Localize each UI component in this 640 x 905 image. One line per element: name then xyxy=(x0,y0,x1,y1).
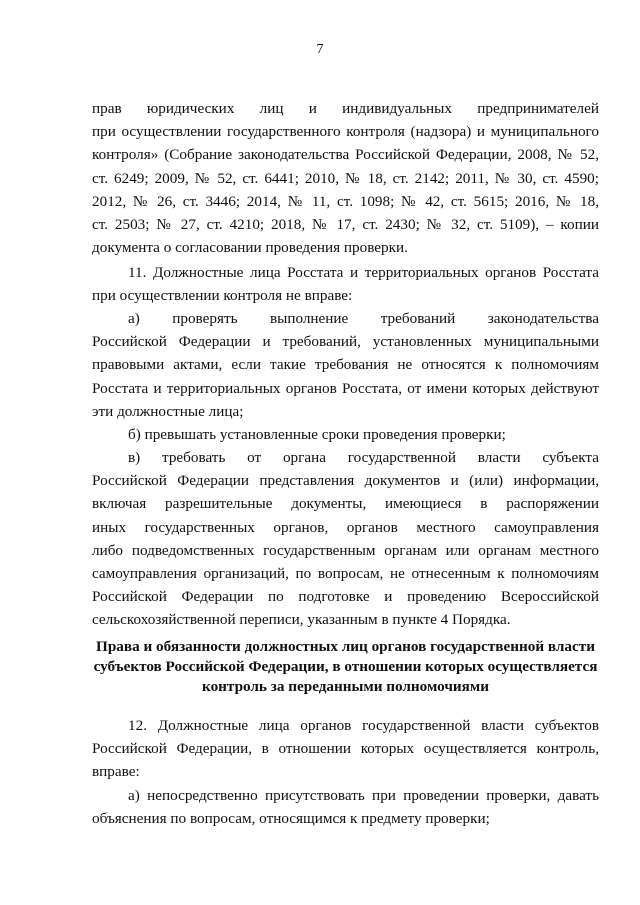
heading-line: контроль за переданными полномочиями xyxy=(202,678,489,695)
text-line: 11. Должностные лица Росстата и территориальных органов Росстата xyxy=(128,264,599,281)
text-line: прав юридических лиц и индивидуальных предпринимателей xyxy=(92,100,599,117)
text-line: эти должностные лица; xyxy=(92,402,244,420)
section-heading xyxy=(92,637,599,697)
text-line: Российской Федерации, в отношении которых осуществляется контроль, xyxy=(92,740,599,758)
paragraph-11c xyxy=(92,446,599,632)
text-line: ст. 2503; № 27, ст. 4210; 2018, № 17, ст. 2430; № 32, ст. 5109), – копии xyxy=(92,216,599,234)
text-line: Российской Федерации и требований, установленных муниципальными xyxy=(92,333,599,351)
text-line: объяснения по вопросам, относящимся к предмету проверки; xyxy=(92,810,490,828)
text-line: либо подведомственных государственным органам или органам местного xyxy=(92,541,599,559)
text-line: самоуправления организаций, по вопросам, не отнесенным к полномочиям xyxy=(92,565,599,583)
paragraph-12a xyxy=(92,784,599,830)
text-line: иных государственных органов, органов местного самоуправления xyxy=(92,518,599,536)
text-line: контроля» (Собрание законодательства Российской Федерации, 2008, № 52, xyxy=(92,146,599,164)
text-line: при осуществлении контроля не вправе: xyxy=(92,287,353,305)
page-number: 7 xyxy=(316,42,324,57)
paragraph-continuation xyxy=(92,97,599,259)
text-line: а) проверять выполнение требований законодательства xyxy=(128,310,599,327)
text-line: 12. Должностные лица органов государственной власти субъектов xyxy=(128,717,599,734)
heading-line: Права и обязанности должностных лиц органов государственной власти xyxy=(96,638,595,655)
paragraph-12 xyxy=(92,714,599,784)
text-line: ст. 6249; 2009, № 52, ст. 6441; 2010, № 18, ст. 2142; 2011, № 30, ст. 4590; xyxy=(92,169,599,187)
text-line: документа о согласовании проведения проверки. xyxy=(92,239,408,257)
text-line: при осуществлении государственного контроля (надзора) и муниципального xyxy=(92,123,599,141)
paragraph-11b xyxy=(92,423,599,446)
text-line: Российской Федерации представления документов и (или) информации, xyxy=(92,472,599,490)
text-line: 2012, № 26, ст. 3446; 2014, № 11, ст. 1098; № 42, ст. 5615; 2016, № 18, xyxy=(92,192,599,210)
text-line: правовыми актами, если такие требования не относятся к полномочиям xyxy=(92,356,599,374)
text-line: вправе: xyxy=(92,763,140,781)
text-line: Российской Федерации по подготовке и проведению Всероссийской xyxy=(92,588,599,606)
text-line: Росстата и территориальных органов Росстата, от имени которых действуют xyxy=(92,379,599,397)
heading-line: субъектов Российской Федерации, в отношении которых осуществляется xyxy=(93,658,598,675)
text-line: включая разрешительные документы, имеющиеся в распоряжении xyxy=(92,495,599,513)
text-line: в) требовать от органа государственной власти субъекта xyxy=(128,449,599,466)
text-line: б) превышать установленные сроки проведения проверки; xyxy=(128,426,506,443)
paragraph-11a xyxy=(92,307,599,423)
text-line: сельскохозяйственной переписи, указанным в пункте 4 Порядка. xyxy=(92,611,511,629)
text-line: а) непосредственно присутствовать при проведении проверки, давать xyxy=(128,787,599,804)
paragraph-11 xyxy=(92,261,599,307)
